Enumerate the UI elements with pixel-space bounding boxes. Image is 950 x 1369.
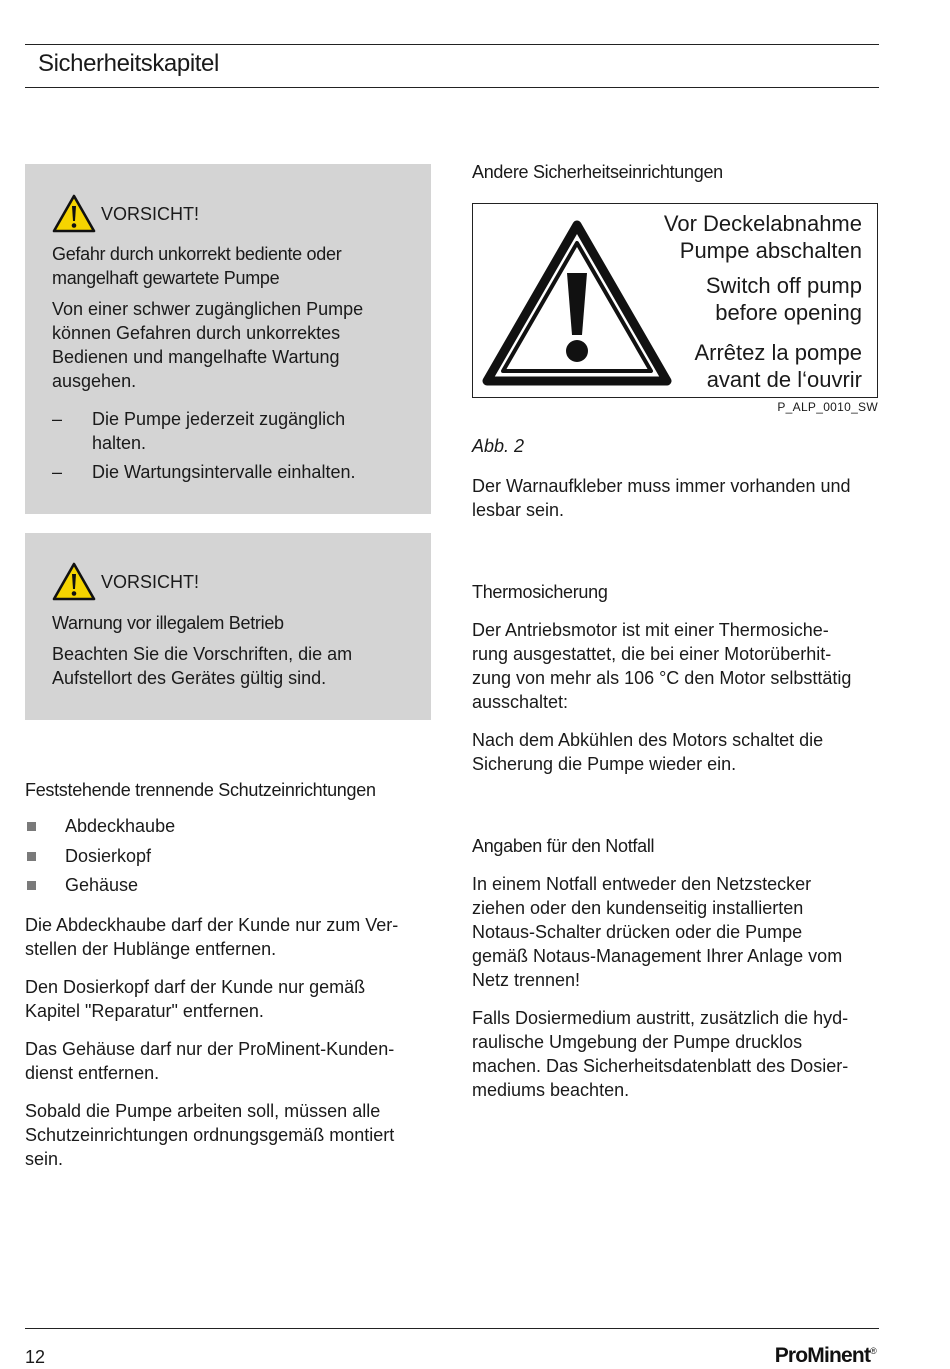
list-item: Gehäuse bbox=[25, 871, 431, 901]
section-other-safety bbox=[472, 160, 880, 184]
warning-triangle-icon bbox=[52, 562, 96, 601]
prominent-logo: ProMinent® bbox=[774, 1344, 876, 1367]
sign-text-french: Arrêtez la pompe avant de l‘ouvrir bbox=[694, 340, 862, 392]
section-emergency bbox=[472, 834, 880, 1102]
caution-action-item: – Die Pumpe jederzeit zugänglich halten. bbox=[52, 409, 346, 453]
paragraph: Nach dem Abkühlen des Motors schaltet die Sicherung die Pumpe wieder ein. bbox=[472, 730, 824, 774]
section-heading: Andere Sicherheitseinrichtungen bbox=[472, 162, 723, 182]
warning-exclamation-icon bbox=[481, 217, 673, 389]
caution-body: Beachten Sie die Vorschriften, die am Aufstellort des Gerätes gültig sind. bbox=[52, 644, 353, 688]
square-bullet-icon bbox=[27, 881, 36, 890]
list-item: Abdeckhaube bbox=[25, 812, 431, 842]
paragraph: Die Abdeckhaube darf der Kunde nur zum Ver- stellen der Hublänge entfernen. bbox=[25, 914, 399, 959]
sticker-note bbox=[472, 474, 880, 522]
figure-code: P_ALP_0010_SW bbox=[777, 400, 878, 414]
section-thermal-fuse bbox=[472, 580, 880, 776]
caution-action-item: – Die Wartungsintervalle einhalten. bbox=[52, 462, 356, 482]
warning-sticker-figure bbox=[472, 203, 878, 398]
paragraph: Das Gehäuse darf nur der ProMinent-Kunden- dienst entfernen. bbox=[25, 1038, 395, 1083]
section-heading: Feststehende trennende Schutzeinrichtungen bbox=[25, 780, 376, 800]
sign-text-english: Switch off pump before opening bbox=[705, 273, 862, 325]
paragraph: Den Dosierkopf darf der Kunde nur gemäß Kapitel "Reparatur" entfernen. bbox=[25, 976, 366, 1021]
header-bottom-rule bbox=[25, 87, 879, 88]
warning-triangle-icon bbox=[52, 194, 96, 233]
sign-text-german: Vor Deckelabnahme Pumpe abschalten bbox=[663, 211, 862, 263]
section-heading: Thermosicherung bbox=[472, 582, 608, 602]
caution-box-maintenance bbox=[25, 164, 431, 514]
caution-body: Von einer schwer zugänglichen Pumpe können Gefahren durch unkorrektes Bedienen und mangelhafte Wartung ausgehen. bbox=[52, 299, 364, 391]
page-number: 12 bbox=[25, 1347, 46, 1367]
caution-signal-word: VORSICHT! bbox=[101, 572, 200, 592]
list-item: Dosierkopf bbox=[25, 842, 431, 872]
caution-signal bbox=[52, 194, 404, 234]
caution-signal-word: VORSICHT! bbox=[101, 204, 200, 224]
caution-signal bbox=[52, 562, 404, 602]
paragraph: Der Antriebsmotor ist mit einer Thermosiche- rung ausgestattet, die bei einer Motorüberhit- zung von mehr als 106 °C den Motor selbsttätig ausschaltet: bbox=[472, 620, 852, 712]
footer-rule bbox=[25, 1328, 879, 1329]
paragraph: Der Warnaufkleber muss immer vorhanden und lesbar sein. bbox=[472, 476, 851, 520]
paragraph: In einem Notfall entweder den Netzstecker ziehen oder den kundenseitig installierten Notaus-Schalter drücken oder die Pumpe gemäß Notaus-Management Ihrer Anlage vom Netz trennen! bbox=[472, 874, 843, 990]
square-bullet-icon bbox=[27, 852, 36, 861]
header-top-rule bbox=[25, 44, 879, 45]
caution-heading: Gefahr durch unkorrekt bediente oder mangelhaft gewartete Pumpe bbox=[52, 244, 342, 288]
caution-heading: Warnung vor illegalem Betrieb bbox=[52, 613, 284, 633]
paragraph: Sobald die Pumpe arbeiten soll, müssen alle Schutzeinrichtungen ordnungsgemäß montiert sein. bbox=[25, 1100, 395, 1169]
figure-label: Abb. 2 bbox=[472, 436, 525, 456]
square-bullet-icon bbox=[27, 822, 36, 831]
caution-box-illegal-operation bbox=[25, 533, 431, 720]
page-header-title: Sicherheitskapitel bbox=[38, 50, 219, 77]
section-fixed-guards bbox=[25, 778, 431, 1171]
section-heading: Angaben für den Notfall bbox=[472, 836, 655, 856]
paragraph: Falls Dosiermedium austritt, zusätzlich die hyd- raulische Umgebung der Pumpe drucklos machen. Das Sicherheitsdatenblatt des Dosier- mediums beachten. bbox=[472, 1008, 849, 1100]
